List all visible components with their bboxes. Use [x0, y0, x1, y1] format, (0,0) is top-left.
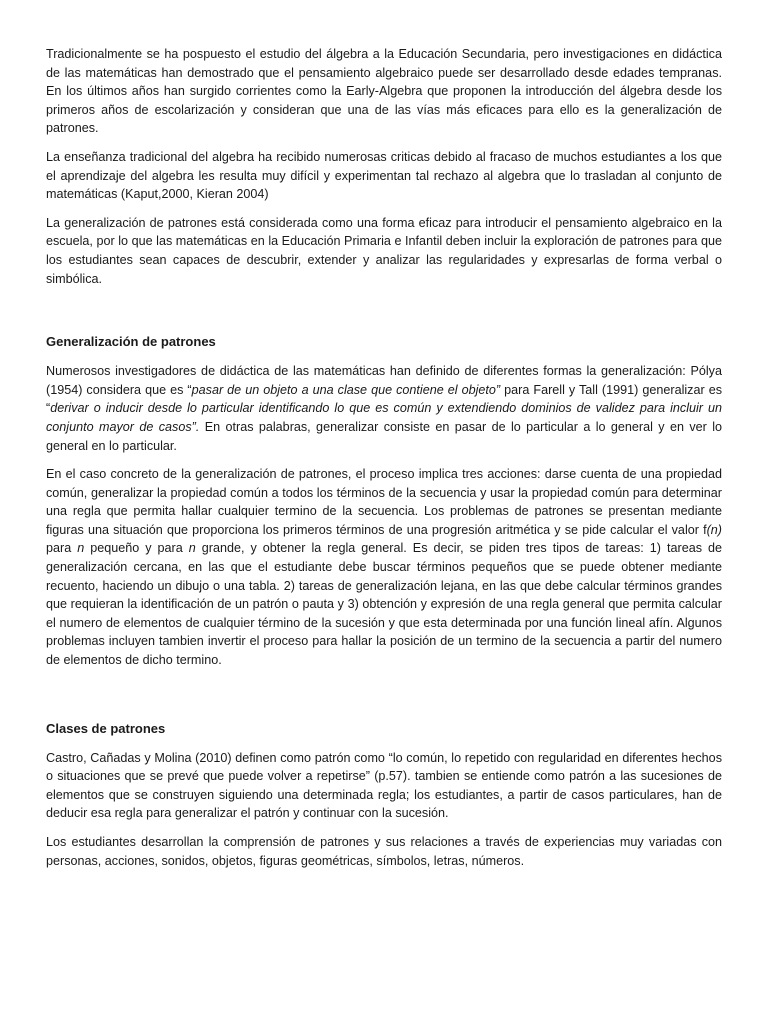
intro-paragraph-1: Tradicionalmente se ha pospuesto el estudio del álgebra a la Educación Secundaria, pero investigaciones en didáctica de las matemáticas han demostrado que el pensamiento algebraico puede ser desarrollado desde edades tempranas. En los últimos años han surgido corrientes como la Early-Algebra que proponen la introducción del álgebra desde los primeros años de escolarización y consideran que una de las vías más eficaces para ello es la generalización de patrones.: [46, 47, 722, 136]
clases-paragraph-2: Los estudiantes desarrollan la comprensión de patrones y sus relaciones a través de experiencias muy variadas con personas, acciones, sonidos, objetos, figuras geométricas, símbolos, letras, números.: [46, 835, 722, 868]
text-run: para: [46, 541, 78, 556]
text-run: para Farell y Tall (1991) generalizar es “: [46, 382, 722, 416]
text-run: En el caso concreto de la generalización de patrones, el proceso implica tres acciones: darse cuenta de una propiedad común, generalizar la propiedad común a todos los términos de la secuencia y usar la propiedad común para determinar una regla que permita hallar cualquier termino de la secuencia. Los problemas de patrones se presentan mediante figuras una situación que proporciona los primeros términos de una progresión aritmética y se pide calcular el valor f: [46, 467, 722, 537]
text-run: grande, y obtener la regla general. Es decir, se piden tres tipos de tareas: 1) tareas de generalización cercana, en las que el estudiante debe buscar términos pequeños que se puede obtener mediante recuento, haciendo un dibujo o una tabla. 2) tareas de generalización lejana, en las que debe calcular términos grandes que requieran la identificación de un patrón o pauta y 3) obtención y expresión de una regla general que permita calcular el numero de elementos de cualquier término de la sucesión y que esta determinada por una función lineal afín. Algunos problemas incluyen tambien invertir el proceso para hallar la posición de un termino de la secuencia a partir del numero de elementos de dicho termino.: [46, 541, 723, 668]
section-spacer: [46, 680, 722, 720]
section-spacer: [46, 298, 722, 333]
italic-n: n: [77, 541, 85, 556]
text-run: pequeño y para: [84, 541, 189, 556]
italic-fn: (n): [706, 522, 722, 537]
text-run: En otras palabras, generalizar consiste en pasar de lo particular a lo general y en ver lo general en lo particular.: [46, 419, 723, 453]
italic-n: n: [188, 541, 196, 556]
polya-quote: pasar de un objeto a una clase que contiene el objeto”: [191, 382, 501, 397]
clases-paragraph-1: Castro, Cañadas y Molina (2010) definen como patrón como “lo común, lo repetido con regularidad en diferentes hechos o situaciones que se prevé que puede volver a repetirse” (p.57). tambien se entiende como patrón a las sucesiones de elementos que se construyen siguiendo una determinada regla; los estudiantes, a partir de casos particulares, han de deducir esa regla para generalizar el patrón y continuar con la sucesión.: [46, 750, 722, 821]
section-heading-generalizacion: Generalización de patrones: [46, 334, 216, 350]
farell-tall-quote: derivar o inducir desde lo particular identificando lo que es común y extendiendo dominios de validez para incluir un conjunto mayor de casos”.: [46, 401, 722, 434]
intro-paragraph-2: La enseñanza tradicional del algebra ha recibido numerosas criticas debido al fracaso de muchos estudiantes a los que el aprendizaje del algebra les resulta muy difícil y experimentan tal rechazo al algebra que lo trasladan al conjunto de matemáticas (Kaput,2000, Kieran 2004): [46, 149, 722, 202]
document-page: [46, 45, 722, 880]
generalizacion-paragraph-2: [46, 465, 722, 670]
generalizacion-paragraph-1: [46, 362, 722, 455]
text-run: Numerosos investigadores de didáctica de las matemáticas han definido de diferentes formas la generalización: Pólya (1954) considera que es “: [46, 364, 722, 397]
section-heading-clases: Clases de patrones: [46, 720, 166, 736]
intro-paragraph-3: La generalización de patrones está considerada como una forma eficaz para introducir el pensamiento algebraico en la escuela, por lo que las matemáticas en la Educación Primaria e Infantil deben incluir la exploración de patrones para que los estudiantes sean capaces de descubrir, extender y analizar las regularidades y expresarlas de forma verbal o simbólica.: [46, 215, 722, 286]
